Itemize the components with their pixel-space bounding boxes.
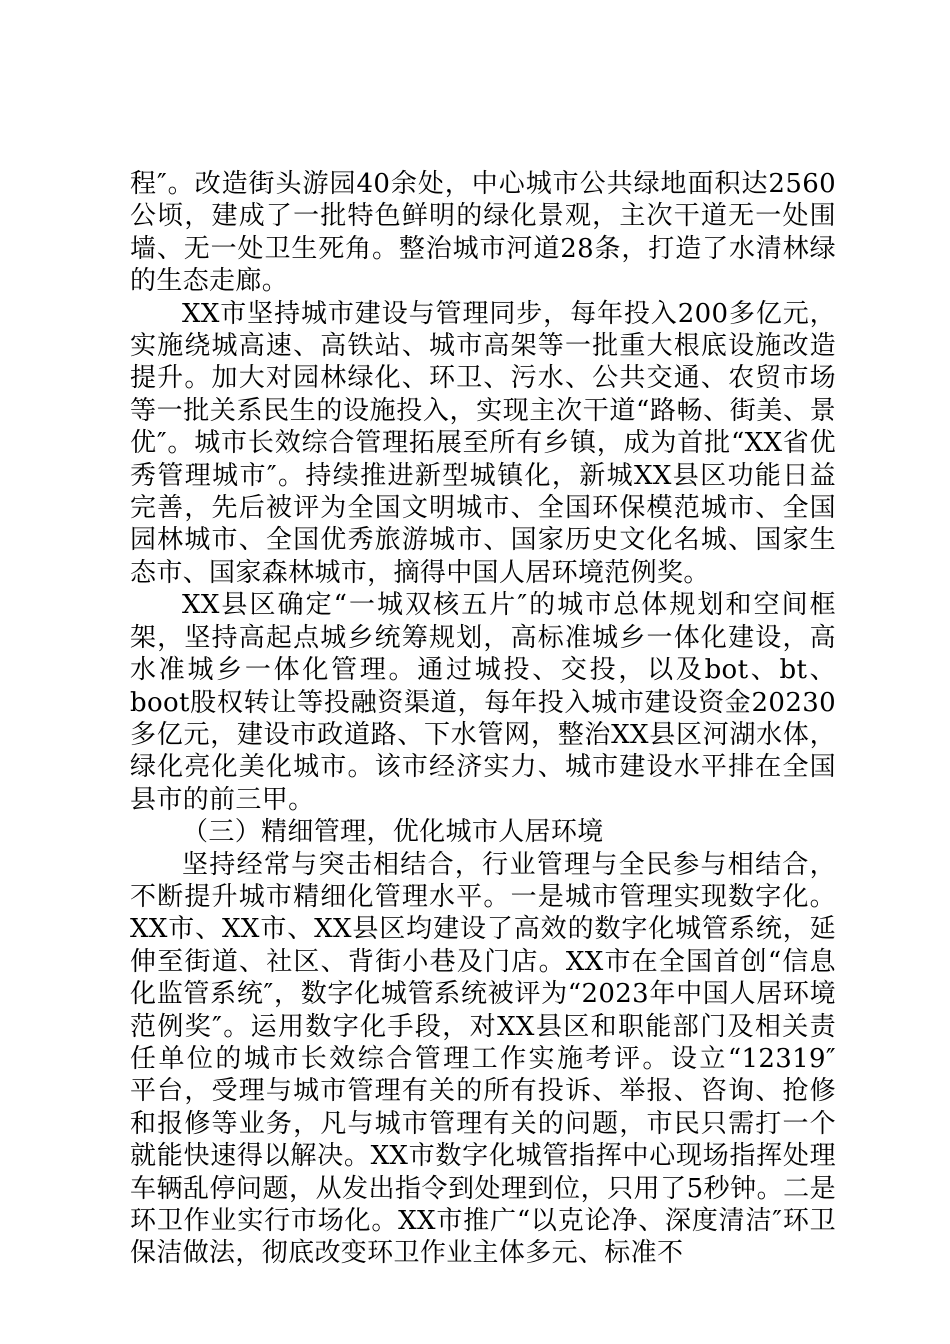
paragraph-continuation: 程″。改造街头游园40余处，中心城市公共绿地面积达2560公顷，建成了一批特色鲜明的绿化景观，主次干道无一处围墙、无一处卫生死角。整治城市河道28条，打造了水清林绿的生态走廊。 [130, 169, 836, 297]
paragraph-city-construction: XX市坚持城市建设与管理同步，每年投入200多亿元，实施绕城高速、高铁站、城市高架等一批重大根底设施改造提升。加大对园林绿化、环卫、污水、公共交通、农贸市场等一批关系民生的设施投入，实现主次干道“路畅、街美、景优″。城市长效综合管理拓展至所有乡镇，成为首批“XX省优秀管理城市″。持续推进新型城镇化，新城XX县区功能日益完善，先后被评为全国文明城市、全国环保模范城市、全国园林城市、全国优秀旅游城市、国家历史文化名城、国家生态市、国家森林城市，摘得中国人居环境范例奖。 [130, 298, 836, 588]
document-page [130, 168, 889, 1270]
paragraph-fine-management: 坚持经常与突击相结合，行业管理与全民参与相结合，不断提升城市精细化管理水平。一是城市管理实现数字化。XX市、XX市、XX县区均建设了高效的数字化城管系统，延伸至街道、社区、背街小巷及门店。XX市在全国首创“信息化监管系统″，数字化城管系统被评为“2023年中国人居环境范例奖″。运用数字化手段，对XX县区和职能部门及相关责任单位的城市长效综合管理工作实施考评。设立“12319″ 平台，受理与城市管理有关的所有投诉、举报、咨询、抢修和报修等业务，凡与城市管理有关的问题，市民只需打一个 就能快速得以解决。XX市数字化城管指挥中心现场指挥处理车辆乱停问题，从发出指令到处理到位，只用了5秒钟。二是环卫作业实行市场化。XX市推广“以克论净、深度清洁″环卫保洁做法，彻底改变环卫作业主体多元、标准不 [130, 849, 889, 1269]
section-heading: （三）精细管理，优化城市人居环境 [182, 817, 604, 848]
paragraph-county-planning: XX县区确定“一城双核五片″的城市总体规划和空间框架，坚持高起点城乡统筹规划，高标准城乡一体化建设，高水准城乡一体化管理。通过城投、交投，以及bot、bt、boot股权转让等投融资渠道，每年投入城市建设资金20230多亿元，建设市政道路、下水管网，整治XX县区河湖水体，绿化亮化美化城市。该市经济实力、城市建设水平排在全国县市的前三甲。 [130, 590, 836, 815]
